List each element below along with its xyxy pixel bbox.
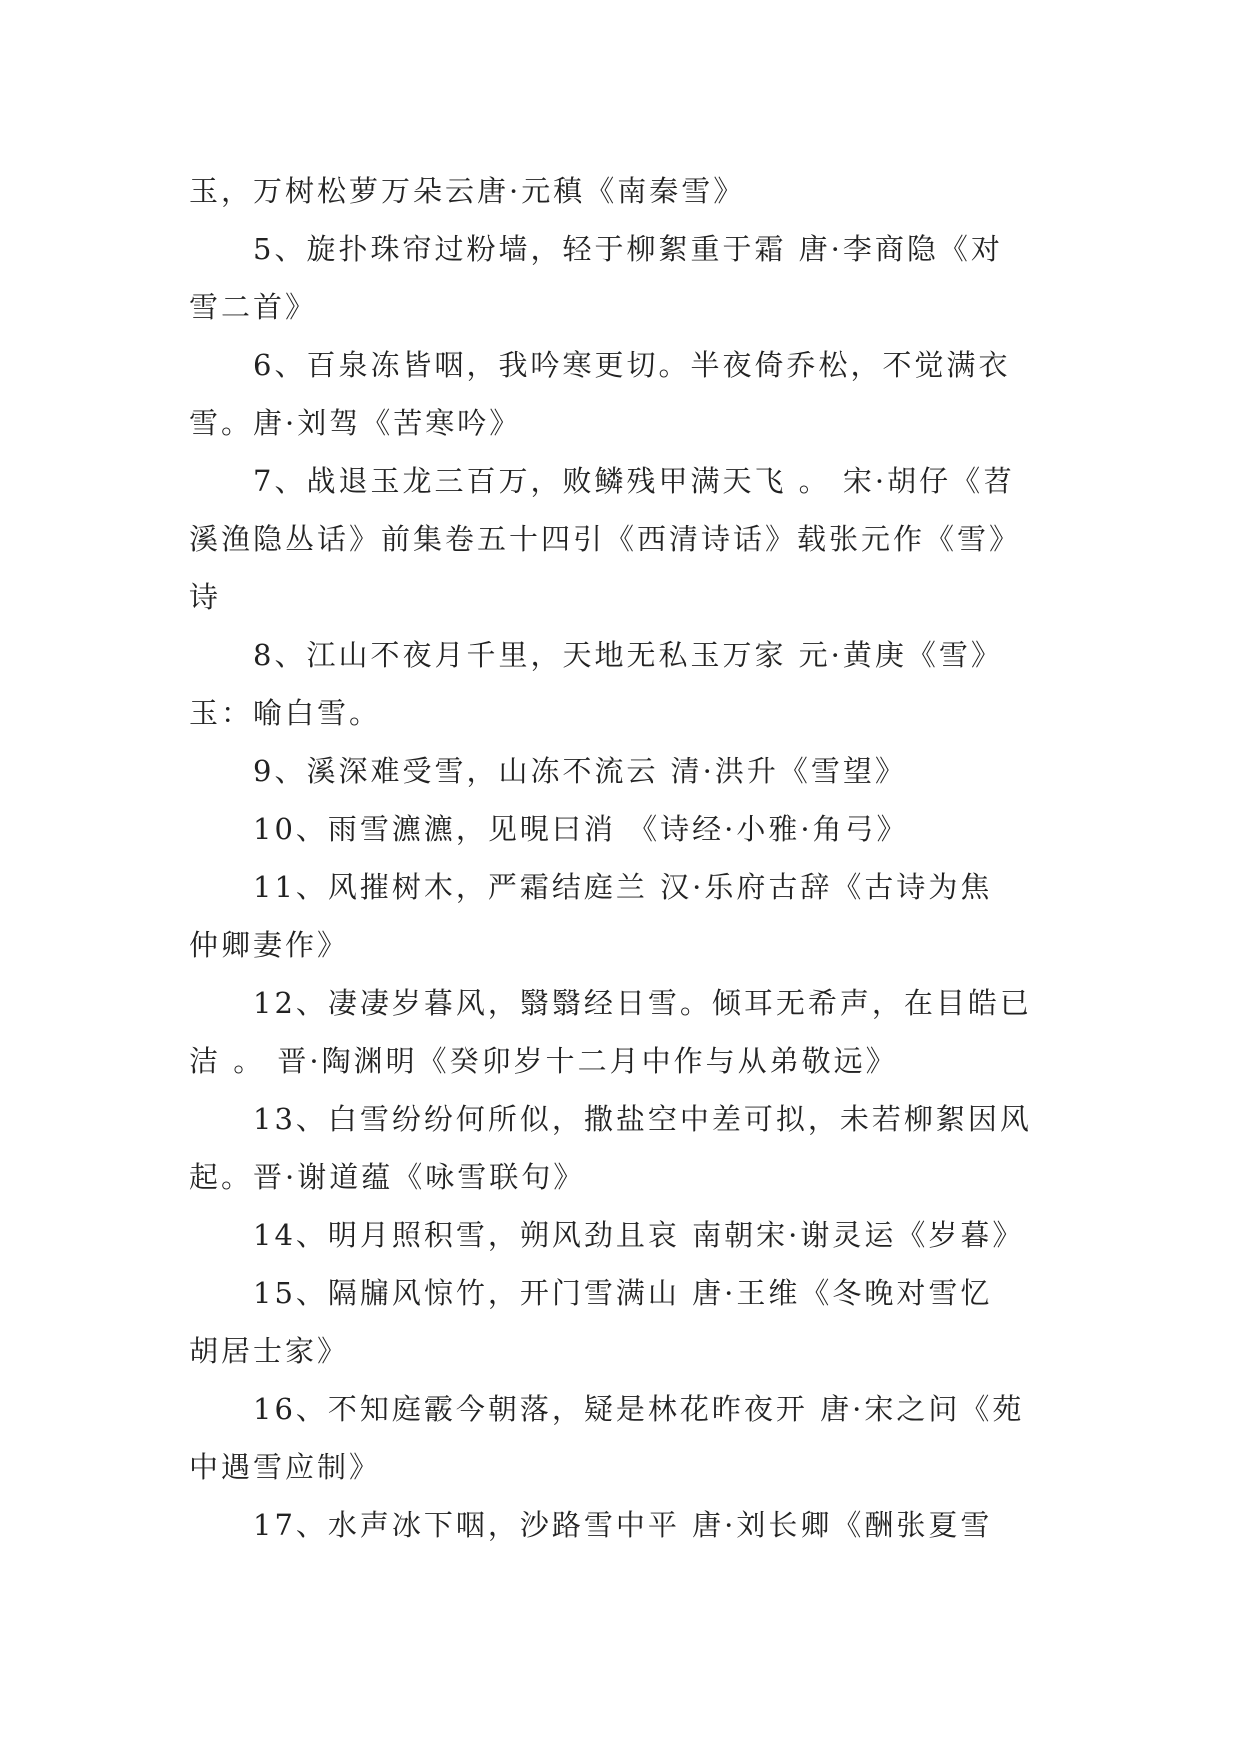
document-body — [189, 162, 1069, 1554]
poem-list-item — [189, 1380, 1069, 1496]
poem-list-item — [189, 1090, 1069, 1206]
text-line: 中遇雪应制》 — [189, 1450, 382, 1484]
poem-list-item — [189, 1496, 1069, 1554]
text-line: 雪。唐·刘驾《苦寒吟》 — [189, 406, 522, 440]
poem-list-item — [189, 452, 1069, 626]
text-line: 9、溪深难受雪，山冻不流云 清·洪升《雪望》 — [253, 754, 907, 788]
text-line: 14、明月照积雪，朔风劲且哀 南朝宋·谢灵运《岁暮》 — [253, 1218, 1025, 1252]
text-line: 5、旋扑珠帘过粉墙，轻于柳絮重于霜 唐·李商隐《对 — [253, 232, 1003, 266]
poem-list-item — [189, 1264, 1069, 1380]
poem-list-item — [189, 858, 1069, 974]
text-line: 15、隔牖风惊竹，开门雪满山 唐·王维《冬晚对雪忆 — [253, 1276, 993, 1310]
text-line: 玉：喻白雪。 — [189, 696, 382, 730]
text-line: 11、风摧树木，严霜结庭兰 汉·乐府古辞《古诗为焦 — [253, 870, 993, 904]
text-line: 10、雨雪瀌瀌，见晛曰消 《诗经·小雅·角弓》 — [253, 812, 909, 846]
text-line: 仲卿妻作》 — [189, 928, 350, 962]
text-line: 8、江山不夜月千里，天地无私玉万家 元·黄庚《雪》 — [253, 638, 1003, 672]
text-line: 6、百泉冻皆咽，我吟寒更切。半夜倚乔松，不觉满衣 — [253, 348, 1011, 382]
poem-list-item — [189, 336, 1069, 452]
text-line: 7、战退玉龙三百万，败鳞残甲满天飞 。 宋·胡仔《苕 — [253, 464, 1016, 498]
text-line: 雪二首》 — [189, 290, 318, 324]
text-line: 17、水声冰下咽，沙路雪中平 唐·刘长卿《酬张夏雪 — [253, 1508, 993, 1542]
poem-list-item — [189, 742, 1069, 800]
continuation-paragraph — [189, 162, 1069, 220]
text-line: 溪渔隐丛话》前集卷五十四引《西清诗话》载张元作《雪》 — [189, 522, 1022, 556]
text-line: 诗 — [189, 580, 222, 614]
text-line: 玉，万树松萝万朵云唐·元稹《南秦雪》 — [189, 174, 746, 208]
text-line: 12、凄凄岁暮风，翳翳经日雪。倾耳无希声，在目皓已 — [253, 986, 1032, 1020]
text-line: 16、不知庭霰今朝落，疑是林花昨夜开 唐·宋之问《苑 — [253, 1392, 1025, 1426]
text-line: 13、白雪纷纷何所似，撒盐空中差可拟，未若柳絮因风 — [253, 1102, 1032, 1136]
poem-list-item — [189, 800, 1069, 858]
poem-list-item — [189, 626, 1069, 742]
poem-list-item — [189, 1206, 1069, 1264]
poem-list-item — [189, 220, 1069, 336]
poem-list-item — [189, 974, 1069, 1090]
text-line: 起。晋·谢道蕴《咏雪联句》 — [189, 1160, 586, 1194]
text-line: 洁 。 晋·陶渊明《癸卯岁十二月中作与从弟敬远》 — [189, 1044, 898, 1078]
text-line: 胡居士家》 — [189, 1334, 350, 1368]
